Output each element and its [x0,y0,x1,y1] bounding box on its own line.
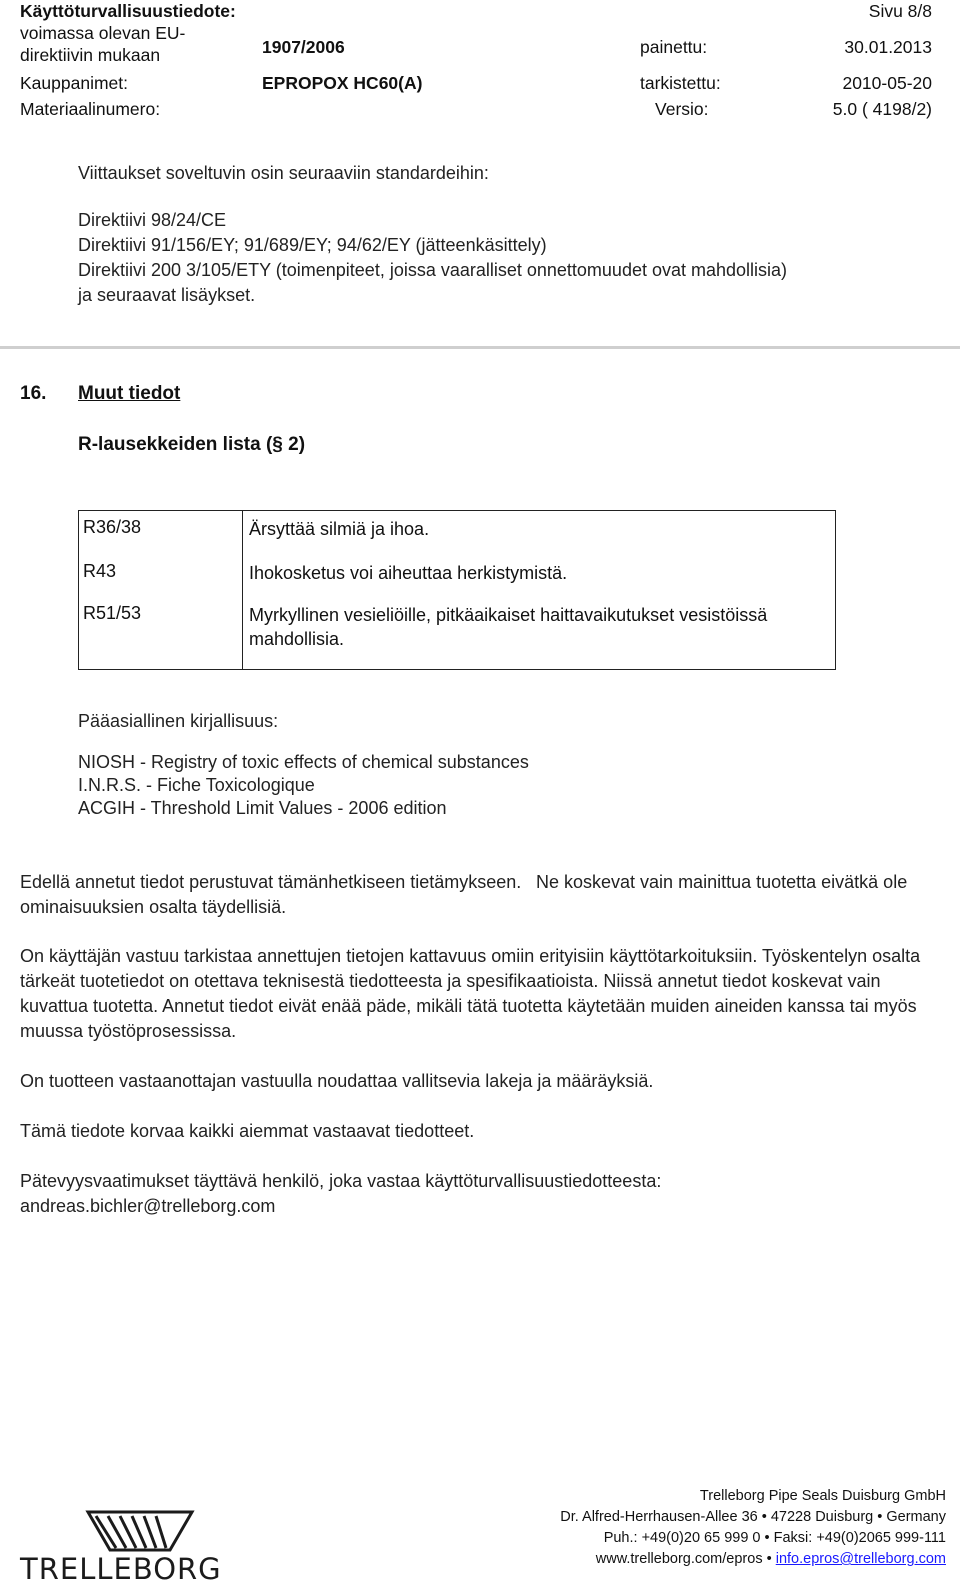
table-divider [242,511,243,669]
rphrase-text: Ärsyttää silmiä ja ihoa. [249,519,430,539]
rphrase-table [78,510,836,670]
disclaimer-text: Pätevyysvaatimukset täyttävä henkilö, joka vastaa käyttöturvallisuustiedotteesta: [20,1171,662,1191]
rphrase-code: R36/38 [83,517,142,537]
literature-item: ACGIH - Threshold Limit Values - 2006 edition [78,798,447,818]
version-value: 5.0 ( 4198/2) [832,99,932,119]
document-title: Käyttöturvallisuustiedote: [20,1,236,21]
reference-line: ja seuraavat lisäykset. [78,285,256,305]
disclaimer-text: ominaisuuksien osalta täydellisiä. [20,897,287,917]
trade-names-label: Kauppanimet: [20,73,128,93]
rphrase-list-heading: R-lausekkeiden lista (§ 2) [78,434,306,455]
reference-line: Direktiivi 200 3/105/ETY (toimenpiteet, joissa vaaralliset onnettomuudet ovat mahdollisia) [78,260,788,280]
disclaimer-text: tärkeät tuotetiedot on otettava teknisestä tiedotteesta ja spesifikaatioista. Niissä annetut tiedot koskevat vain [20,971,881,991]
section-title-text: Muut tiedot [78,383,181,404]
footer-email-link[interactable]: info.epros@trelleborg.com [775,1551,946,1567]
rphrase-text: Myrkyllinen vesieliöille, pitkäaikaiset haittavaikutukset vesistöissä [249,605,768,625]
footer-web-line [596,1551,946,1567]
version-label: Versio: [655,99,709,119]
disclaimer-text: kuvattua tuotetta. Annetut tiedot eivät enää päde, mikäli tätä tuotetta käytetään muiden aineiden kanssa tai myös [20,996,917,1016]
disclaimer-text: On tuotteen vastaanottajan vastuulla noudattaa vallitsevia lakeja ja määräyksiä. [20,1071,654,1091]
rphrase-code: R51/53 [83,603,142,623]
product-name: EPROPOX HC60(A) [262,73,423,93]
reference-line: Direktiivi 91/156/EY; 91/689/EY; 94/62/EY (jätteenkäsittely) [78,235,547,255]
rphrase-text: Ihokosketus voi aiheuttaa herkistymistä. [249,563,568,583]
disclaimer-text: On käyttäjän vastuu tarkistaa annettujen tietojen kattavuus omiin erityisiin käyttötarkoituksiin. Työskentelyn osalta [20,946,921,966]
rphrase-code: R43 [83,561,117,581]
footer-phone: Puh.: +49(0)20 65 999 0 • Faksi: +49(0)2065 999-111 [603,1530,946,1546]
literature-heading: Pääasiallinen kirjallisuus: [78,711,279,731]
footer-address: Dr. Alfred-Herrhausen-Allee 36 • 47228 Duisburg • Germany [560,1509,946,1525]
footer-website-link[interactable]: www.trelleborg.com/epros [595,1551,763,1567]
literature-item: I.N.R.S. - Fiche Toxicologique [78,775,315,795]
printed-date: 30.01.2013 [844,37,932,57]
contact-email[interactable]: andreas.bichler@trelleborg.com [20,1196,276,1216]
reference-line: Direktiivi 98/24/CE [78,210,227,230]
reviewed-label: tarkistettu: [640,73,721,93]
footer-company: Trelleborg Pipe Seals Duisburg GmbH [699,1488,946,1504]
page-number: Sivu 8/8 [868,1,932,21]
directive-label-line1: voimassa olevan EU- [20,23,186,43]
disclaimer-text: muussa työstöprosessissa. [20,1021,237,1041]
disclaimer-text: Edellä annetut tiedot perustuvat tämänhetkiseen tietämykseen. [20,872,522,892]
directive-label-line2: direktiivin mukaan [20,45,161,65]
section-title [78,383,180,405]
references-intro: Viittaukset soveltuvin osin seuraaviin standardeihin: [78,163,489,183]
logo-wordmark: TRELLEBORG [20,1552,222,1586]
section-number: 16. [20,383,47,404]
disclaimer-text: Tämä tiedote korvaa kaikki aiemmat vastaavat tiedotteet. [20,1121,475,1141]
material-number-label: Materiaalinumero: [20,99,161,119]
reviewed-date: 2010-05-20 [842,73,932,93]
directive-number: 1907/2006 [262,37,345,57]
printed-label: painettu: [640,37,708,57]
section-divider [0,346,960,349]
footer-separator: • [762,1551,776,1567]
literature-item: NIOSH - Registry of toxic effects of chemical substances [78,752,529,772]
rphrase-text: mahdollisia. [249,629,345,649]
disclaimer-text: Ne koskevat vain mainittua tuotetta eivätkä ole [536,872,908,892]
